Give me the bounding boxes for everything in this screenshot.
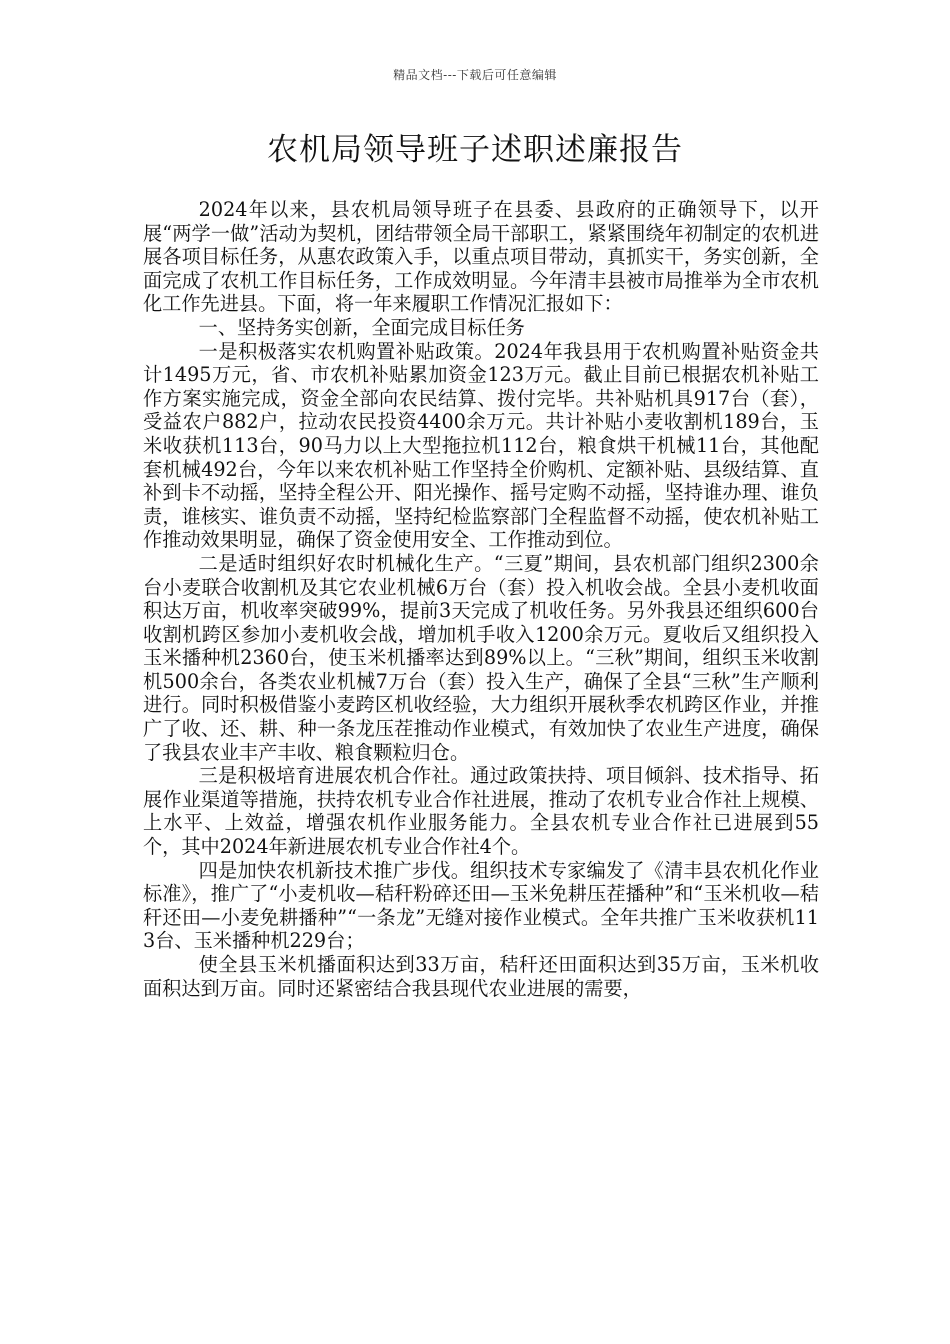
paragraph-cooperatives: 三是积极培育进展农机合作社。通过政策扶持、项目倾斜、技术指导、拓展作业渠道等措施，扶持农机专业合作社进展，推动了农机专业合作社上规模、上水平、上效益，增强农机作业服务能力。全县农机专业合作社已进展到55个，其中2024年新进展农机专业合作社4个。 <box>143 764 819 859</box>
document-title: 农机局领导班子述职述廉报告 <box>267 132 683 168</box>
paragraph-subsidy: 一是积极落实农机购置补贴政策。2024年我县用于农机购置补贴资金共计1495万元，省、市农机补贴累加资金123万元。截止目前已根据农机补贴工作方案实施完成，资金全部向农民结算、拨付完毕。共补贴机具917台（套），受益农户882户，拉动农民投资4400余万元。共计补贴小麦收割机189台，玉米收获机113台，90马力以上大型拖拉机112台，粮食烘干机械11台，其他配套机械492台，今年以来农机补贴工作坚持全价购机、定额补贴、县级结算、直补到卡不动摇，坚持全程公开、阳光操作、摇号定购不动摇，坚持谁办理、谁负责，谁核实、谁负责不动摇，坚持纪检监察部门全程监督不动摇，使农机补贴工作推动效果明显，确保了资金使用安全、工作推动到位。 <box>143 339 819 552</box>
paragraph-intro: 2024年以来，县农机局领导班子在县委、县政府的正确领导下，以开展“两学一做”活动为契机，团结带领全局干部职工，紧紧围绕年初制定的农机进展各项目标任务，从惠农政策入手，以重点项目带动，真抓实干，务实创新，全面完成了农机工作目标任务，工作成效明显。今年清丰县被市局推举为全市农机化工作先进县。下面，将一年来履职工作情况汇报如下： <box>143 198 819 316</box>
paragraph-continued: 使全县玉米机播面积达到33万亩，秸秆还田面积达到35万亩，玉米机收面积达到万亩。同时还紧密结合我县现代农业进展的需要， <box>143 953 819 1000</box>
section-heading-1: 一、坚持务实创新，全面完成目标任务 <box>198 315 525 339</box>
document-body <box>143 198 819 1000</box>
paragraph-production: 二是适时组织好农时机械化生产。“三夏”期间，县农机部门组织2300余台小麦联合收割机及其它农业机械6万台（套）投入机收会战。全县小麦机收面积达万亩，机收率突破99%，提前3天完成了机收任务。另外我县还组织600台收割机跨区参加小麦机收会战，增加机手收入1200余万元。夏收后又组织投入玉米播种机2360台，使玉米机播率达到89%以上。“三秋”期间，组织玉米收割机500余台，各类农业机械7万台（套）投入生产，确保了全县“三秋”生产顺利进行。同时积极借鉴小麦跨区机收经验，大力组织开展秋季农机跨区作业，并推广了收、还、耕、种一条龙压茬推动作业模式，有效加快了农业生产进度，确保了我县农业丰产丰收、粮食颗粒归仓。 <box>143 551 819 764</box>
header-note: 精品文档---下载后可任意编辑 <box>393 68 557 82</box>
paragraph-technology: 四是加快农机新技术推广步伐。组织技术专家编发了《清丰县农机化作业标准》，推广了“小麦机收—秸秆粉碎还田—玉米免耕压茬播种”和“玉米机收—秸秆还田—小麦免耕播种”“一条龙”无缝对接作业模式。全年共推广玉米收获机113台、玉米播种机229台； <box>143 858 819 953</box>
